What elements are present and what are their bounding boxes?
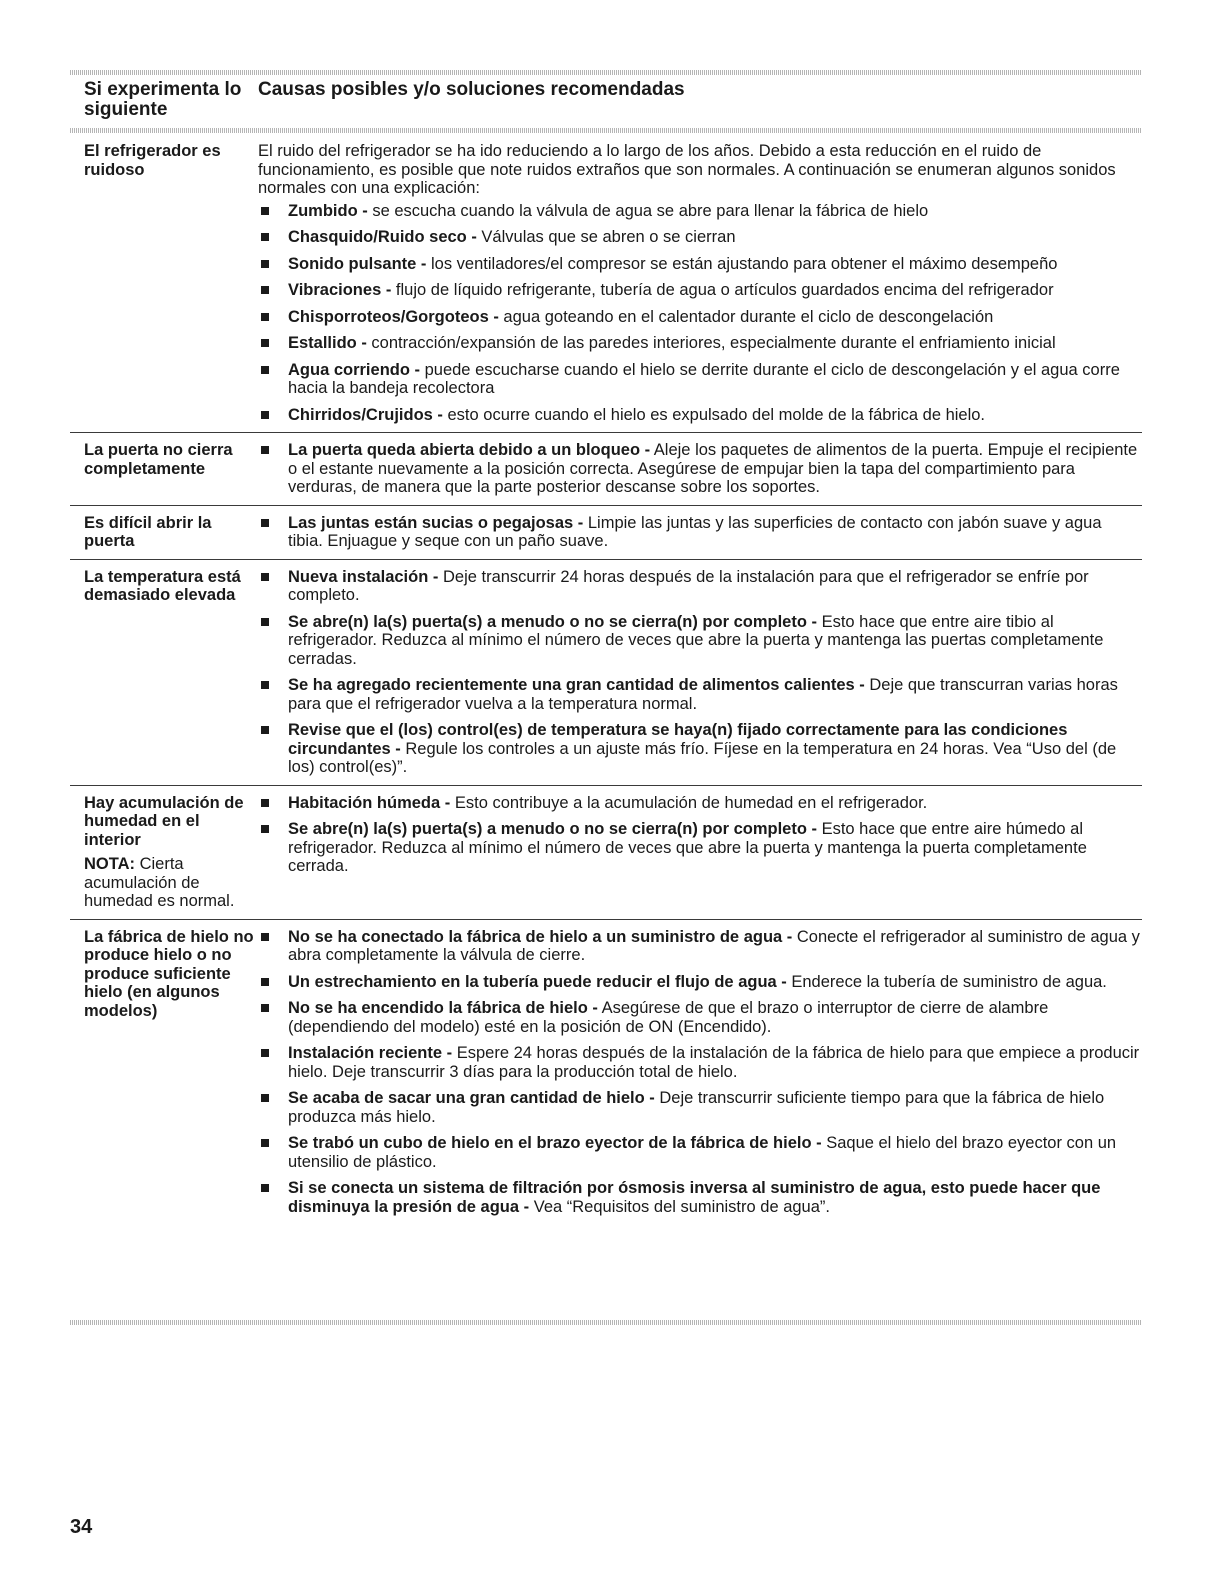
square-bullet-icon <box>261 411 269 419</box>
symptom-cell <box>70 142 256 424</box>
top-dotted-rule <box>70 70 1142 75</box>
cause-item <box>258 308 1140 327</box>
cause-list <box>258 794 1140 876</box>
square-bullet-icon <box>261 1094 269 1102</box>
square-bullet-icon <box>261 1139 269 1147</box>
note-text: Cierta acumulación de humedad es normal. <box>84 855 235 910</box>
symptom-title: La puerta no cierra completamente <box>84 441 233 478</box>
cause-item <box>258 676 1140 713</box>
cause-text: Esto hace que entre aire tibio al refrigerador. Reduzca al mínimo el número de veces que abre la puerta y mantenga las puertas completamente cerradas. <box>288 612 1104 668</box>
cause-text: Conecte el refrigerador al suministro de agua y abra completamente la válvula de cierre. <box>288 927 1140 964</box>
cause-text: Asegúrese de que el brazo o interruptor de cierre de alambre (dependiendo del modelo) esté en la posición de ON (Encendido). <box>288 999 1049 1036</box>
symptom-title: La temperatura está demasiado elevada <box>84 567 241 604</box>
cause-intro: El ruido del refrigerador se ha ido reduciendo a lo largo de los años. Debido a esta reducción en el ruido de funcionamiento, es posible que note ruidos extraños que son normales. A continuación se enumeran algunos sonidos normales con una explicación: <box>258 142 1116 197</box>
causes-cell <box>256 514 1140 551</box>
table-row <box>70 919 1142 1225</box>
bottom-dotted-rule <box>70 1320 1142 1325</box>
cause-item <box>258 361 1140 398</box>
square-bullet-icon <box>261 681 269 689</box>
cause-title: Se ha agregado recientemente una gran cantidad de alimentos calientes - <box>288 676 865 694</box>
causes-cell <box>256 441 1140 497</box>
cause-item <box>258 568 1140 605</box>
cause-item <box>258 820 1140 876</box>
cause-item <box>258 406 1140 425</box>
cause-item <box>258 441 1140 497</box>
cause-title: Se trabó un cubo de hielo en el brazo eyector de la fábrica de hielo - <box>288 1134 822 1152</box>
causes-cell <box>256 142 1140 424</box>
cause-title: Se abre(n) la(s) puerta(s) a menudo o no se cierra(n) por completo - <box>288 820 817 838</box>
cause-text: Vea “Requisitos del suministro de agua”. <box>529 1197 830 1216</box>
cause-item <box>258 281 1140 300</box>
cause-title: Chasquido/Ruido seco - <box>288 228 477 246</box>
cause-item <box>258 1044 1140 1081</box>
cause-text: Limpie las juntas y las superficies de contacto con jabón suave y agua tibia. Enjuague y seque con un paño suave. <box>288 513 1102 550</box>
cause-text: Esto hace que entre aire húmedo al refrigerador. Reduzca al mínimo el número de veces que abre la puerta y mantenga la puerta completamente cerrada. <box>288 820 1087 875</box>
cause-title: No se ha encendido la fábrica de hielo - <box>288 999 598 1017</box>
page-number: 34 <box>70 1516 93 1538</box>
square-bullet-icon <box>261 1004 269 1012</box>
troubleshooting-table <box>70 142 1142 1224</box>
cause-item <box>258 255 1140 274</box>
table-row <box>70 505 1142 559</box>
cause-title: La puerta queda abierta debido a un bloqueo - <box>288 441 651 459</box>
cause-item <box>258 928 1140 965</box>
cause-item <box>258 721 1140 777</box>
symptom-note <box>84 855 256 911</box>
cause-text: Saque el hielo del brazo eyector con un utensilio de plástico. <box>288 1134 1117 1171</box>
square-bullet-icon <box>261 618 269 626</box>
cause-list <box>258 202 1140 425</box>
table-row <box>70 785 1142 919</box>
symptom-cell <box>70 794 256 911</box>
symptom-cell <box>70 514 256 551</box>
square-bullet-icon <box>261 519 269 527</box>
cause-list <box>258 514 1140 551</box>
causes-cell <box>256 928 1140 1217</box>
square-bullet-icon <box>261 1184 269 1192</box>
square-bullet-icon <box>261 978 269 986</box>
cause-item <box>258 613 1140 669</box>
square-bullet-icon <box>261 313 269 321</box>
cause-title: Un estrechamiento en la tubería puede reducir el flujo de agua - <box>288 972 787 991</box>
square-bullet-icon <box>261 933 269 941</box>
square-bullet-icon <box>261 446 269 454</box>
cause-item <box>258 228 1140 247</box>
cause-text: puede escucharse cuando el hielo se derrite durante el ciclo de descongelación y el agua corre hacia la bandeja recolectora <box>288 360 1120 397</box>
cause-title: Chisporroteos/Gorgoteos - <box>288 307 499 326</box>
cause-title: Sonido pulsante - <box>288 254 427 273</box>
cause-title: Revise que el (los) control(es) de temperatura se haya(n) fijado correctamente para las condiciones circundantes - <box>288 721 1068 758</box>
cause-text: agua goteando en el calentador durante el ciclo de descongelación <box>498 307 994 326</box>
square-bullet-icon <box>261 573 269 581</box>
cause-text: Regule los controles a un ajuste más frío. Fíjese en la temperatura en 24 horas. Vea “Uso del (de los) control(es)”. <box>288 739 1117 776</box>
cause-title: Agua corriendo - <box>288 360 421 379</box>
cause-list <box>258 568 1140 777</box>
cause-title: Estallido - <box>288 334 367 352</box>
header-causes: Causas posibles y/o soluciones recomendadas <box>258 79 685 100</box>
cause-item <box>258 514 1140 551</box>
note-label: NOTA: <box>84 855 136 873</box>
cause-text: Deje transcurrir suficiente tiempo para que la fábrica de hielo produzca más hielo. <box>288 1089 1105 1126</box>
cause-item <box>258 1089 1140 1126</box>
cause-text: Esto contribuye a la acumulación de humedad en el refrigerador. <box>450 793 928 812</box>
cause-title: Chirridos/Crujidos - <box>288 405 443 424</box>
symptom-cell <box>70 568 256 777</box>
cause-title: No se ha conectado la fábrica de hielo a un suministro de agua - <box>288 927 793 946</box>
square-bullet-icon <box>261 339 269 347</box>
cause-text: flujo de líquido refrigerante, tubería de agua o artículos guardados encima del refrigerador <box>391 281 1054 299</box>
cause-text: se escucha cuando la válvula de agua se abre para llenar la fábrica de hielo <box>367 201 929 220</box>
symptom-cell <box>70 928 256 1217</box>
symptom-title: El refrigerador es ruidoso <box>84 142 221 179</box>
cause-title: Se abre(n) la(s) puerta(s) a menudo o no se cierra(n) por completo - <box>288 612 817 631</box>
table-row <box>70 142 1142 432</box>
cause-item <box>258 202 1140 221</box>
causes-cell <box>256 568 1140 777</box>
square-bullet-icon <box>261 799 269 807</box>
cause-title: Si se conecta un sistema de filtración por ósmosis inversa al suministro de agua, esto puede hacer que disminuya la presión de agua - <box>288 1179 1101 1216</box>
header-dotted-rule <box>70 128 1142 133</box>
square-bullet-icon <box>261 1049 269 1057</box>
cause-title: Vibraciones - <box>288 281 392 299</box>
cause-text: Enderece la tubería de suministro de agua. <box>786 972 1107 991</box>
cause-text: contracción/expansión de las paredes interiores, especialmente durante el enfriamiento inicial <box>366 334 1056 352</box>
cause-title: Las juntas están sucias o pegajosas - <box>288 513 584 532</box>
header-symptom: Si experimenta lo siguiente <box>84 79 242 120</box>
cause-item <box>258 794 1140 813</box>
cause-text: los ventiladores/el compresor se están ajustando para obtener el máximo desempeño <box>426 254 1058 273</box>
table-row <box>70 432 1142 505</box>
square-bullet-icon <box>261 366 269 374</box>
cause-item <box>258 973 1140 992</box>
cause-text: Deje que transcurran varias horas para que el refrigerador vuelva a la temperatura normal. <box>288 676 1118 713</box>
cause-text: Válvulas que se abren o se cierran <box>476 228 736 246</box>
cause-item <box>258 334 1140 353</box>
square-bullet-icon <box>261 286 269 294</box>
cause-item <box>258 1179 1140 1216</box>
square-bullet-icon <box>261 207 269 215</box>
symptom-title: La fábrica de hielo no produce hielo o no produce suficiente hielo (en algunos modelos) <box>84 927 254 1020</box>
symptom-title: Hay acumulación de humedad en el interior <box>84 793 244 849</box>
cause-list <box>258 928 1140 1217</box>
causes-cell <box>256 794 1140 911</box>
cause-text: esto ocurre cuando el hielo es expulsado del molde de la fábrica de hielo. <box>442 405 986 424</box>
cause-item <box>258 1134 1140 1171</box>
cause-list <box>258 441 1140 497</box>
cause-title: Habitación húmeda - <box>288 793 451 812</box>
symptom-title: Es difícil abrir la puerta <box>84 513 212 550</box>
square-bullet-icon <box>261 260 269 268</box>
cause-title: Instalación reciente - <box>288 1044 453 1062</box>
square-bullet-icon <box>261 726 269 734</box>
cause-item <box>258 999 1140 1036</box>
cause-text: Deje transcurrir 24 horas después de la instalación para que el refrigerador se enfríe por completo. <box>288 567 1089 604</box>
cause-title: Nueva instalación - <box>288 567 439 586</box>
square-bullet-icon <box>261 825 269 833</box>
square-bullet-icon <box>261 233 269 241</box>
table-row <box>70 559 1142 785</box>
cause-title: Zumbido - <box>288 201 368 220</box>
symptom-cell <box>70 441 256 497</box>
cause-text: Aleje los paquetes de alimentos de la puerta. Empuje el recipiente o el estante nuevamente a la posición correcta. Asegúrese de empujar bien la tapa del compartimiento para verduras, de manera que la parte posterior descanse sobre los soportes. <box>288 441 1138 496</box>
cause-text: Espere 24 horas después de la instalación de la fábrica de hielo para que empiece a producir hielo. Deje transcurrir 3 días para la producción total de hielo. <box>288 1044 1140 1081</box>
cause-title: Se acaba de sacar una gran cantidad de hielo - <box>288 1089 655 1107</box>
